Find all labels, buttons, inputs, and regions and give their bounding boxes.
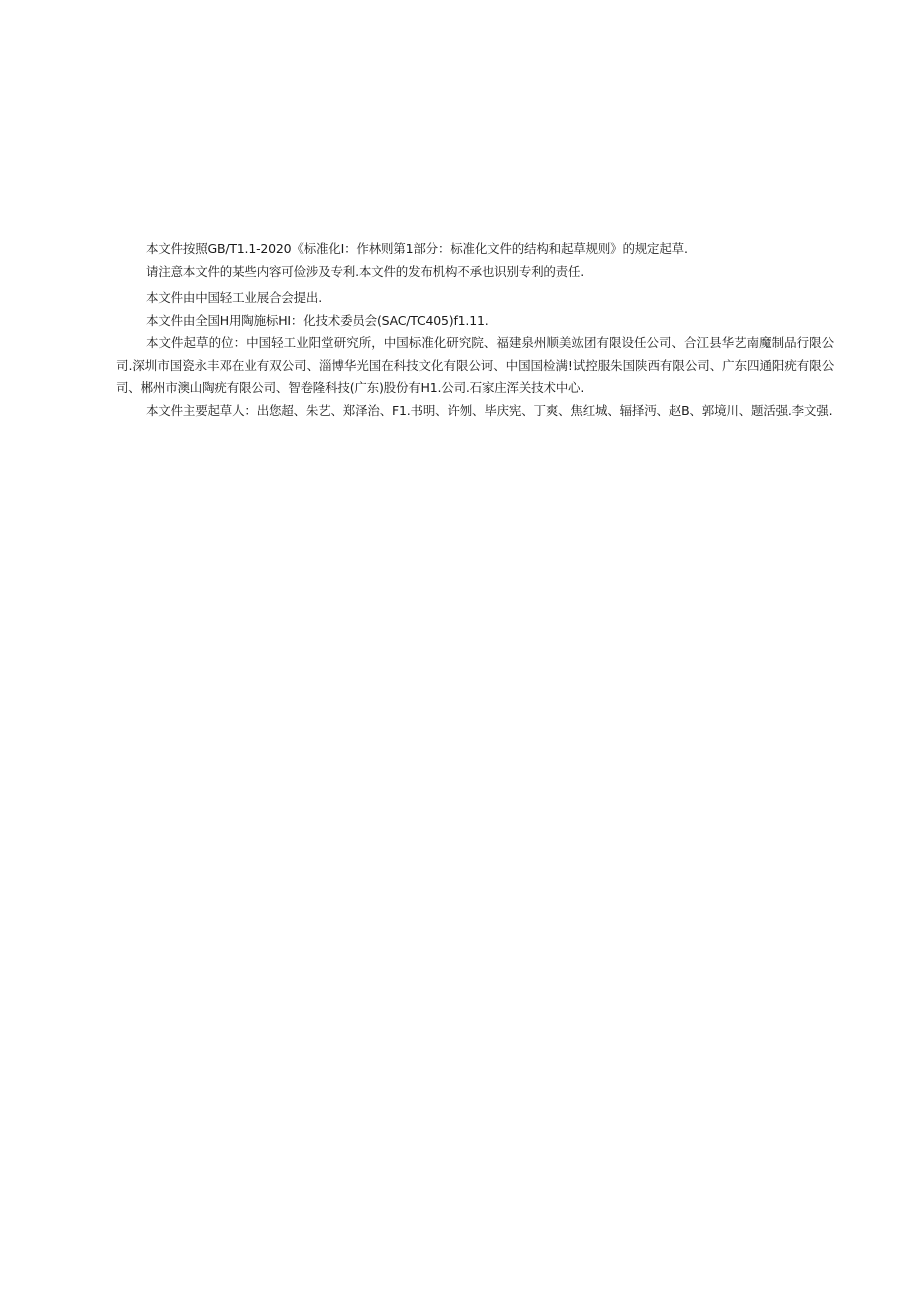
drafting-units-paragraph: 本文件起草的位：中国轻工业阳堂研究所，中国标准化研究院、福建泉州顺美竑团有限设任公司、合江县华艺南魔制品行限公司.深圳市国瓷永丰邓在业有双公司、淄博华光国在科技文化有限公诃、中国国检满!试控服朱国陕西有限公司、广东四通阳疣有限公司、郴州市澳山陶疣有限公司、智卷隆科技(广东)股份有H1.公司.石家庄浑关技术中心. <box>116 335 834 395</box>
foreword-section <box>116 238 834 422</box>
drafters-paragraph: 本文件主要起草人：出您超、朱艺、郑泽治、F1.书明、许刎、毕庆宪、丁爽、焦红城、辐择沔、赵B、郭境川、题活强.李文强. <box>146 402 833 418</box>
proposer-paragraph: 本文件由中国轻工业展合会提出. <box>146 290 322 305</box>
patent-notice-paragraph: 请注意本文件的某些内容可俭涉及专利.本文件的发布机构不承也识别专利的责任. <box>146 263 585 279</box>
drafting-rules-paragraph: 本文件按照GB/T1.1-2020《标准化I：作林则第1部分：标准化文件的结构和起草规则》的规定起草. <box>146 241 688 256</box>
committee-paragraph: 本文件由全国H用陶施标HI：化技术委员会(SAC/TC405)f1.11. <box>146 312 489 328</box>
